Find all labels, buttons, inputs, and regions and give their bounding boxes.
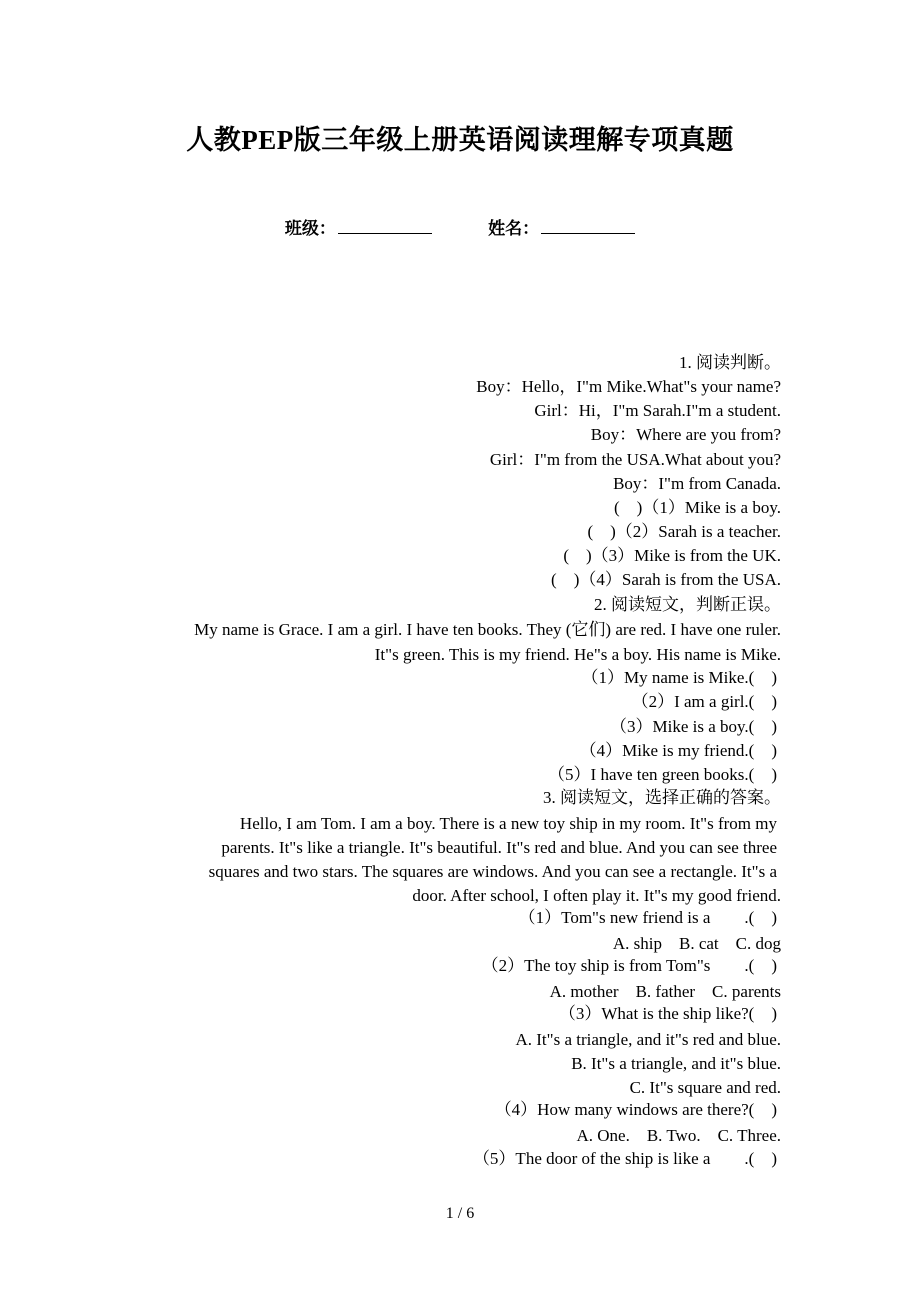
question-item: （3）What is the ship like?( )	[558, 1004, 777, 1023]
dialogue-line: Boy：Where are you from?	[590, 425, 781, 444]
question-item: （3）Mike is a boy.( )	[610, 717, 777, 736]
class-blank[interactable]	[338, 217, 432, 234]
passage-line: My name is Grace. I am a girl. I have ten books. They (它们) are red. I have one ruler.	[194, 620, 781, 639]
class-field	[285, 214, 432, 239]
answer-options: A. ship B. cat C. dog	[612, 934, 781, 953]
page-title: 人教PEP版三年级上册英语阅读理解专项真题	[186, 125, 734, 155]
section1-heading: 1. 阅读判断。	[679, 353, 781, 372]
question-item: （2）I am a girl.( )	[631, 692, 777, 711]
section2-heading: 2. 阅读短文，判断正误。	[594, 595, 781, 614]
question-item: （5）The door of the ship is like a .( )	[472, 1149, 777, 1168]
question-item: ( )（3）Mike is from the UK.	[563, 546, 781, 565]
question-item: （4）How many windows are there?( )	[494, 1100, 777, 1119]
question-item: ( )（1）Mike is a boy.	[614, 498, 781, 517]
passage-line: parents. It"s like a triangle. It"s beautiful. It"s red and blue. And you can see three	[221, 838, 777, 857]
question-item: ( )（2）Sarah is a teacher.	[587, 522, 781, 541]
answer-option: C. It"s square and red.	[629, 1078, 781, 1097]
answer-option: A. It"s a triangle, and it"s red and blue.	[515, 1030, 781, 1049]
name-label: 姓名：	[488, 219, 540, 238]
passage-line: Hello, I am Tom. I am a boy. There is a new toy ship in my room. It"s from my	[239, 814, 777, 833]
class-label: 班级：	[284, 219, 336, 238]
name-field	[488, 214, 635, 239]
page-number: 1 / 6	[445, 1205, 475, 1222]
answer-option: B. It"s a triangle, and it"s blue.	[571, 1054, 781, 1073]
question-item: （2）The toy ship is from Tom"s .( )	[481, 956, 777, 975]
question-item: ( )（4）Sarah is from the USA.	[551, 570, 781, 589]
dialogue-line: Boy：Hello，I"m Mike.What"s your name?	[476, 377, 781, 396]
passage-line: It"s green. This is my friend. He"s a boy. His name is Mike.	[374, 645, 781, 664]
question-item: （1）My name is Mike.( )	[581, 668, 777, 687]
question-item: （5）I have ten green books.( )	[548, 765, 777, 784]
dialogue-line: Girl：I"m from the USA.What about you?	[489, 450, 781, 469]
answer-options: A. mother B. father C. parents	[549, 982, 781, 1001]
section3-heading: 3. 阅读短文，选择正确的答案。	[543, 788, 781, 807]
dialogue-line: Boy：I"m from Canada.	[613, 474, 781, 493]
student-info	[0, 214, 920, 239]
name-blank[interactable]	[541, 217, 635, 234]
question-item: （1）Tom"s new friend is a .( )	[518, 908, 777, 927]
answer-options: A. One. B. Two. C. Three.	[576, 1126, 781, 1145]
passage-line: door. After school, I often play it. It"s my good friend.	[412, 886, 781, 905]
dialogue-line: Girl：Hi，I"m Sarah.I"m a student.	[534, 401, 781, 420]
passage-line: squares and two stars. The squares are windows. And you can see a rectangle. It"s a	[208, 862, 777, 881]
question-item: （4）Mike is my friend.( )	[579, 741, 777, 760]
